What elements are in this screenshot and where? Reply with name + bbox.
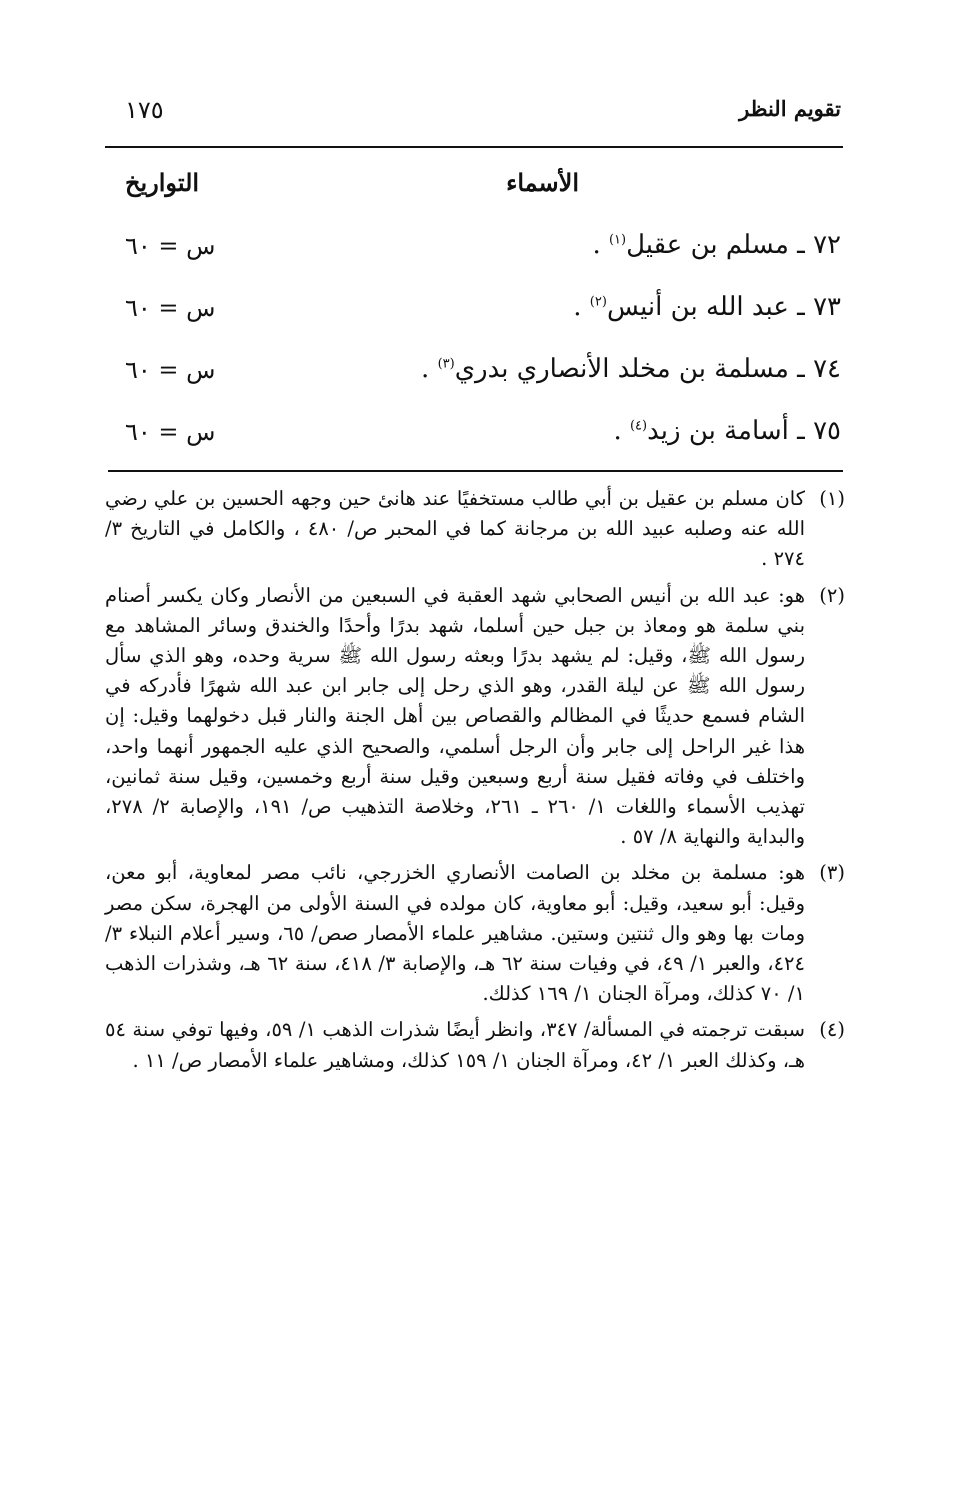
footnote-text: كان مسلم بن عقيل بن أبي طالب مستخفيًا عند هانئ حين وجهه الحسين بن علي رضي الله عنه وصلبه عبيد الله بن مرجانة كما في المحبر ص/ ٤٨٠ ، والكامل في التاريخ ٣/ ٢٧٤ . [105,487,805,571]
column-headings [105,168,841,208]
running-title: تقويم النظر [739,96,841,121]
page-header [105,96,841,136]
page-number: ١٧٥ [125,96,164,124]
entry-date: س = ٦٠ [125,232,216,260]
footnote-text: سبقت ترجمته في المسألة/ ٣٤٧، وانظر أيضًا شذرات الذهب ١/ ٥٩، وفيها توفي سنة ٥٤ هـ، وكذلك العبر ١/ ٤٢، ومرآة الجنان ١/ ١٥٩ كذلك، ومشاهير علماء الأمصار ص/ ١١ . [105,1018,805,1072]
footnote-ref: (٢) [589,294,607,310]
entry-tail: . [592,230,609,260]
entry-tail: . [421,354,438,384]
entry-tail: . [613,416,630,446]
footnote-ref: (٣) [437,356,455,372]
entry-date: س = ٦٠ [125,356,216,384]
footnotes [105,484,845,1082]
dates-column-heading: التواريخ [125,168,200,197]
entry-date: س = ٦٠ [125,418,216,446]
names-list [105,224,841,472]
entry-name-text: ٧٥ ـ أسامة بن زيد [647,416,841,446]
entry-date: س = ٦٠ [125,294,216,322]
footnote-ref: (٤) [629,418,648,434]
entry-name [592,230,841,260]
footnote-number: (٤) [819,1018,845,1042]
footnote-number: (٢) [819,583,845,607]
footnote [105,1015,845,1075]
entry-name [613,416,841,446]
list-item [105,286,841,348]
footnote-text: هو: مسلمة بن مخلد بن الصامت الأنصاري الخزرجي، نائب مصر لمعاوية، أبو معن، وقيل: أبو سعيد، وقيل: أبو معاوية، كان مولده في السنة الأولى من الهجرة، سكن مصر ومات بها وهو وال ثنتين وستين. مشاهير علماء الأمصار صص/ ٦٥، وسير أعلام النبلاء ٣/ ٤٢٤، والعبر ١/ ٤٩، في وفيات سنة ٦٢ هـ، والإصابة ٣/ ٤١٨، سنة ٦٢ هـ، وشذرات الذهب ١/ ٧٠ كذلك، ومرآة الجنان ١/ ١٦٩ كذلك. [105,861,805,1006]
footnote-rule [108,470,843,472]
footnote [105,581,845,853]
header-rule [105,146,843,148]
entry-name-text: ٧٣ ـ عبد الله بن أنيس [606,292,841,322]
footnote [105,858,845,1009]
footnote-text: هو: عبد الله بن أنيس الصحابي شهد العقبة في السبعين من الأنصار وكان يكسر أصنام بني سلمة هو ومعاذ بن جبل حين أسلما، شهد بدرًا وأحدًا والخندق وسائر المشاهد مع رسول الله ﷺ، وقيل: لم يشهد بدرًا وبعثه رسول الله ﷺ سرية وحده، وهو الذي سأل رسول الله ﷺ عن ليلة القدر، وهو الذي رحل إلى جابر ابن عبد الله شهرًا فأدركه في الشام فسمع حديثًا في المظالم والقصاص بين أهل الجنة والنار قبل دخولهما وقيل: إن هذا غير الراحل إلى جابر وأن الرجل أسلمي، والصحيح الذي عليه الجمهور أنهما واحد، واختلف في وفاته فقيل سنة أربع وسبعين وقيل سنة أربع وخمسين، وقيل سنة ثمانين، تهذيب الأسماء واللغات ١/ ٢٦٠ ـ ٢٦١، وخلاصة التذهيب ص/ ١٩١، والإصابة ٢/ ٢٧٨، والبداية والنهاية ٨/ ٥٧ . [105,583,805,849]
list-item [105,348,841,410]
entry-name-text: ٧٤ ـ مسلمة بن مخلد الأنصاري بدري [454,354,841,384]
list-item [105,410,841,472]
footnote-number: (١) [819,487,845,510]
entry-name [421,354,841,384]
footnote-number: (٣) [819,861,845,885]
list-item [105,224,841,286]
entry-tail: . [573,292,590,322]
names-column-heading: الأسماء [506,168,579,197]
entry-name [573,292,841,322]
entry-name-text: ٧٢ ـ مسلم بن عقيل [626,230,841,260]
footnote-ref: (١) [608,232,627,248]
footnote [105,484,845,575]
